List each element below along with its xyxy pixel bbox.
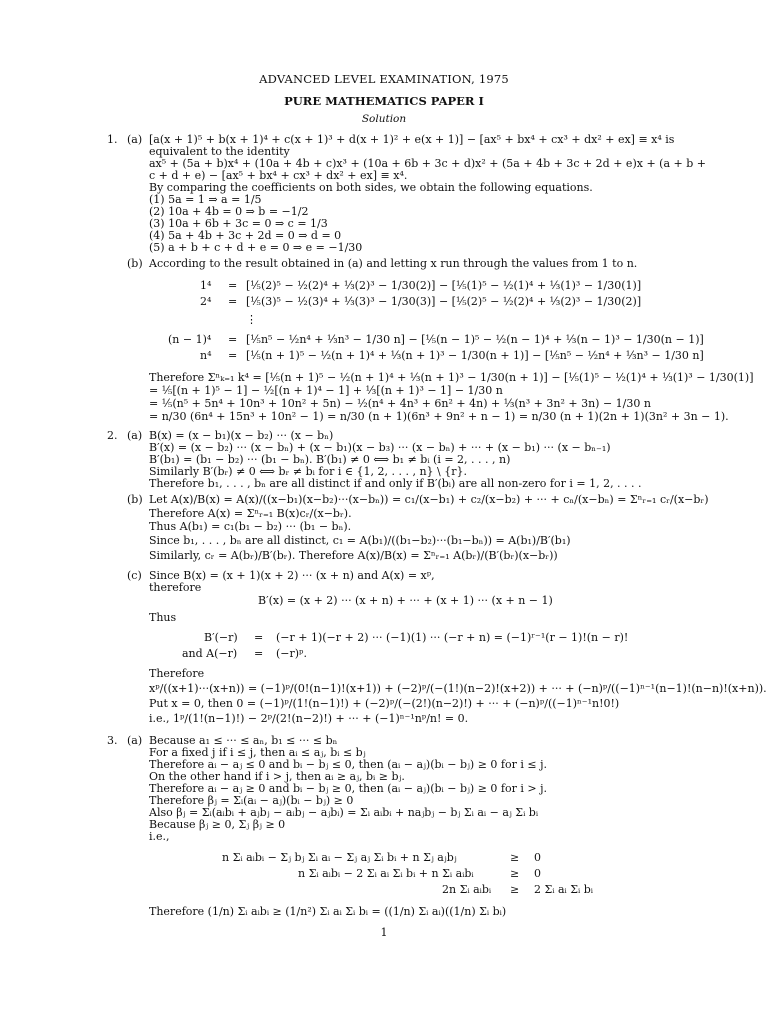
q2b-line: Let A(x)/B(x) = A(x)/((x−b₁)(x−b₂)···(x−bₙ)) = c₁/(x−b₁) + c₂/(x−b₂) + ··· + cₙ/(x−bₙ) = Σⁿᵣ₌₁ cᵣ/(x−bᵣ)	[149, 493, 709, 506]
q1b-therefore-line: = ⅕(n⁵ + 5n⁴ + 10n³ + 10n² + 5n) − ½(n⁴ + 4n³ + 6n² + 4n) + ⅓(n³ + 3n² + 3n) − 1/30 n	[149, 397, 651, 410]
q1a-equation: (2) 10a + 4b = 0 ⇒ b = −1/2	[149, 205, 309, 218]
q1a-line: [a(x + 1)⁵ + b(x + 1)⁴ + c(x + 1)³ + d(x + 1)² + e(x + 1)] − [ax⁵ + bx⁴ + cx³ + dx² + ex] ≡ x⁴ is	[149, 133, 675, 146]
page-number: 1	[380, 926, 388, 939]
q3-ineq-rhs: 2 Σᵢ aᵢ Σᵢ bᵢ	[534, 883, 593, 896]
q3a-line: Because βⱼ ≥ 0, Σⱼ βⱼ ≥ 0	[149, 818, 286, 831]
q3-ineq-lhs: n Σᵢ aᵢbᵢ − 2 Σᵢ aᵢ Σᵢ bᵢ + n Σᵢ aᵢbᵢ	[298, 867, 474, 880]
q1a-line: equivalent to the identity	[149, 145, 290, 158]
q1b-vdots: ⋮	[246, 313, 257, 326]
q3a-line: Also βⱼ = Σᵢ(aᵢbᵢ + aⱼbⱼ − aᵢbⱼ − aⱼbᵢ) = Σᵢ aᵢbᵢ + naⱼbⱼ − bⱼ Σᵢ aᵢ − aⱼ Σᵢ bᵢ	[149, 806, 539, 819]
q2c-tail-line: i.e., 1ᵖ/(1!(n−1)!) − 2ᵖ/(2!(n−2)!) + ··· + (−1)ⁿ⁻¹nᵖ/n! = 0.	[149, 712, 469, 725]
q3-ineq-rel: ≥	[510, 883, 520, 896]
q2c-eq2-lhs: B′(−r)	[204, 631, 238, 644]
q1-part-a-label: (a)	[127, 133, 143, 146]
q3a-line: Therefore aᵢ − aⱼ ≤ 0 and bᵢ − bⱼ ≤ 0, then (aᵢ − aⱼ)(bᵢ − bⱼ) ≥ 0 for i ≤ j.	[149, 758, 548, 771]
q2-part-c-label: (c)	[127, 569, 142, 582]
q1a-line: ax⁵ + (5a + b)x⁴ + (10a + 4b + c)x³ + (10a + 6b + 3c + d)x² + (5a + 4b + 3c + 2d + e)x + (a + b +	[149, 157, 706, 170]
q1a-equation: (4) 5a + 4b + 3c + 2d = 0 ⇒ d = 0	[149, 229, 342, 242]
q1b-row-lhs: 1⁴	[200, 279, 212, 292]
q1a-line: By comparing the coefficients on both sides, we obtain the following equations.	[149, 181, 593, 194]
q3-ineq-rhs: 0	[534, 851, 541, 864]
q2c-eq2-rel: =	[254, 631, 264, 644]
q3-ineq-rel: ≥	[510, 867, 520, 880]
q1b-row-rel: =	[228, 279, 238, 292]
q1b-intro: According to the result obtained in (a) and letting x run through the values from 1 to n.	[149, 257, 638, 270]
q2c-thus: Thus	[149, 611, 177, 624]
q3-ineq-rhs: 0	[534, 867, 541, 880]
solution-label: Solution	[361, 113, 407, 125]
q2-part-a-label: (a)	[127, 429, 143, 442]
question-1-number: 1.	[107, 133, 118, 146]
question-2-number: 2.	[107, 429, 118, 442]
q2c-tail-line: xᵖ/((x+1)···(x+n)) = (−1)ᵖ/(0!(n−1)!(x+1)) + (−2)ᵖ/(−(1!)(n−2)!(x+2)) + ··· + (−n)ᵖ/((−1)ⁿ⁻¹(n−1)!(n−n)!(x+n)).	[149, 682, 767, 695]
q2c-eq3-lhs: and A(−r)	[182, 647, 238, 660]
q1b-row-rhs: [⅕(n + 1)⁵ − ½(n + 1)⁴ + ⅓(n + 1)³ − 1/30(n + 1)] − [⅕n⁵ − ½n⁴ + ⅓n³ − 1/30 n]	[246, 349, 704, 362]
q2c-line: therefore	[149, 581, 202, 594]
q2c-eq3-rel: =	[254, 647, 264, 660]
q2b-line: Thus A(b₁) = c₁(b₁ − b₂) ··· (b₁ − bₙ).	[149, 520, 352, 533]
q1b-row-lhs: (n − 1)⁴	[168, 333, 212, 346]
q3-ineq-rel: ≥	[510, 851, 520, 864]
q1a-equation: (3) 10a + 6b + 3c = 0 ⇒ c = 1/3	[149, 217, 328, 230]
q2c-line: Since B(x) = (x + 1)(x + 2) ··· (x + n) and A(x) = xᵖ,	[149, 569, 435, 582]
q1a-line: c + d + e) − [ax⁵ + bx⁴ + cx³ + dx² + ex] ≡ x⁴.	[149, 169, 408, 182]
q1b-row-lhs: n⁴	[200, 349, 212, 362]
q2b-line: Therefore A(x) = Σⁿᵣ₌₁ B(x)cᵣ/(x−bᵣ).	[149, 507, 352, 520]
q3a-line: Because a₁ ≤ ··· ≤ aₙ, b₁ ≤ ··· ≤ bₙ	[149, 734, 338, 747]
q3a-line: i.e.,	[149, 830, 170, 843]
q2c-eq3-rhs: (−r)ᵖ.	[276, 647, 307, 660]
q1b-therefore-line: = ⅕[(n + 1)⁵ − 1] − ½[(n + 1)⁴ − 1] + ⅓[(n + 1)³ − 1] − 1/30 n	[149, 384, 503, 397]
q1b-therefore-line: Therefore Σⁿₖ₌₁ k⁴ = [⅕(n + 1)⁵ − ½(n + 1)⁴ + ⅓(n + 1)³ − 1/30(n + 1)] − [⅕(1)⁵ − ½(1)⁴ + ⅓(1)³ − 1/30(1)]	[149, 371, 754, 384]
q2c-derivative-equation: B′(x) = (x + 2) ··· (x + n) + ··· + (x + 1) ··· (x + n − 1)	[258, 594, 553, 607]
q2c-tail-line: Put x = 0, then 0 = (−1)ᵖ/(1!(n−1)!) + (−2)ᵖ/(−(2!)(n−2)!) + ··· + (−n)ᵖ/((−1)ⁿ⁻¹n!0!)	[149, 697, 620, 710]
q3a-line: Therefore βⱼ = Σᵢ(aᵢ − aⱼ)(bᵢ − bⱼ) ≥ 0	[149, 794, 354, 807]
q1b-therefore-line: = n/30 (6n⁴ + 15n³ + 10n² − 1) = n/30 (n + 1)(6n³ + 9n² + n − 1) = n/30 (n + 1)(2n + 1)(3n² + 3n − 1).	[149, 410, 729, 423]
q3-part-a-label: (a)	[127, 734, 143, 747]
q3a-line: On the other hand if i > j, then aᵢ ≥ aⱼ, bᵢ ≥ bⱼ.	[149, 770, 405, 783]
q1a-equation: (1) 5a = 1 ⇒ a = 1/5	[149, 193, 262, 206]
q3-ineq-lhs: 2n Σᵢ aᵢbᵢ	[442, 883, 492, 896]
q3-final-line: Therefore (1/n) Σᵢ aᵢbᵢ ≥ (1/n²) Σᵢ aᵢ Σᵢ bᵢ = ((1/n) Σᵢ aᵢ)((1/n) Σᵢ bᵢ)	[149, 905, 507, 918]
q2b-line: Since b₁, . . . , bₙ are all distinct, c₁ = A(b₁)/((b₁−b₂)···(b₁−bₙ)) = A(b₁)/B′(b₁)	[149, 534, 571, 547]
paper-title: PURE MATHEMATICS PAPER I	[284, 94, 484, 108]
question-3-number: 3.	[107, 734, 118, 747]
q3a-line: Therefore aᵢ − aⱼ ≥ 0 and bᵢ − bⱼ ≥ 0, then (aᵢ − aⱼ)(bᵢ − bⱼ) ≥ 0 for i > j.	[149, 782, 548, 795]
q1-part-b-label: (b)	[127, 257, 143, 270]
q2a-line: B(x) = (x − b₁)(x − b₂) ··· (x − bₙ)	[149, 429, 334, 442]
q1b-row-rel: =	[228, 333, 238, 346]
q1b-row-rhs: [⅕(3)⁵ − ½(3)⁴ + ⅓(3)³ − 1/30(3)] − [⅕(2)⁵ − ½(2)⁴ + ⅓(2)³ − 1/30(2)]	[246, 295, 642, 308]
q2c-tail-line: Therefore	[149, 667, 205, 680]
q1a-equation: (5) a + b + c + d + e = 0 ⇒ e = −1/30	[149, 241, 363, 254]
exam-title: ADVANCED LEVEL EXAMINATION, 1975	[259, 72, 509, 86]
q1b-row-rel: =	[228, 349, 238, 362]
q3a-line: For a fixed j if i ≤ j, then aᵢ ≤ aⱼ, bᵢ ≤ bⱼ	[149, 746, 366, 759]
q2b-line: Similarly, cᵣ = A(bᵣ)/B′(bᵣ). Therefore A(x)/B(x) = Σⁿᵣ₌₁ A(bᵣ)/(B′(bᵣ)(x−bᵣ))	[149, 549, 558, 562]
q1b-row-rhs: [⅕(2)⁵ − ½(2)⁴ + ⅓(2)³ − 1/30(2)] − [⅕(1)⁵ − ½(1)⁴ + ⅓(1)³ − 1/30(1)]	[246, 279, 642, 292]
q1b-row-rel: =	[228, 295, 238, 308]
q2a-line: Therefore b₁, . . . , bₙ are all distinct if and only if B′(bᵢ) are all non-zero for i = 1, 2, . . . .	[149, 477, 642, 490]
q2a-line: B′(x) = (x − b₂) ··· (x − bₙ) + (x − b₁)(x − b₃) ··· (x − bₙ) + ··· + (x − b₁) ··· (x − bₙ₋₁)	[149, 441, 611, 454]
q2a-line: B′(b₁) = (b₁ − b₂) ··· (b₁ − bₙ). B′(b₁) ≠ 0 ⟺ b₁ ≠ bᵢ (i = 2, . . . , n)	[149, 453, 511, 466]
q1b-row-rhs: [⅕n⁵ − ½n⁴ + ⅓n³ − 1/30 n] − [⅕(n − 1)⁵ − ½(n − 1)⁴ + ⅓(n − 1)³ − 1/30(n − 1)]	[246, 333, 704, 346]
q2a-line: Similarly B′(bᵣ) ≠ 0 ⟺ bᵣ ≠ bᵢ for i ∈ {1, 2, . . . , n} \ {r}.	[149, 465, 467, 478]
q1b-row-lhs: 2⁴	[200, 295, 212, 308]
q3-ineq-lhs: n Σᵢ aᵢbᵢ − Σⱼ bⱼ Σᵢ aᵢ − Σⱼ aⱼ Σᵢ bᵢ + n Σⱼ aⱼbⱼ	[222, 851, 457, 864]
q2-part-b-label: (b)	[127, 493, 143, 506]
q2c-eq2-rhs: (−r + 1)(−r + 2) ··· (−1)(1) ··· (−r + n) = (−1)ʳ⁻¹(r − 1)!(n − r)!	[276, 631, 629, 644]
